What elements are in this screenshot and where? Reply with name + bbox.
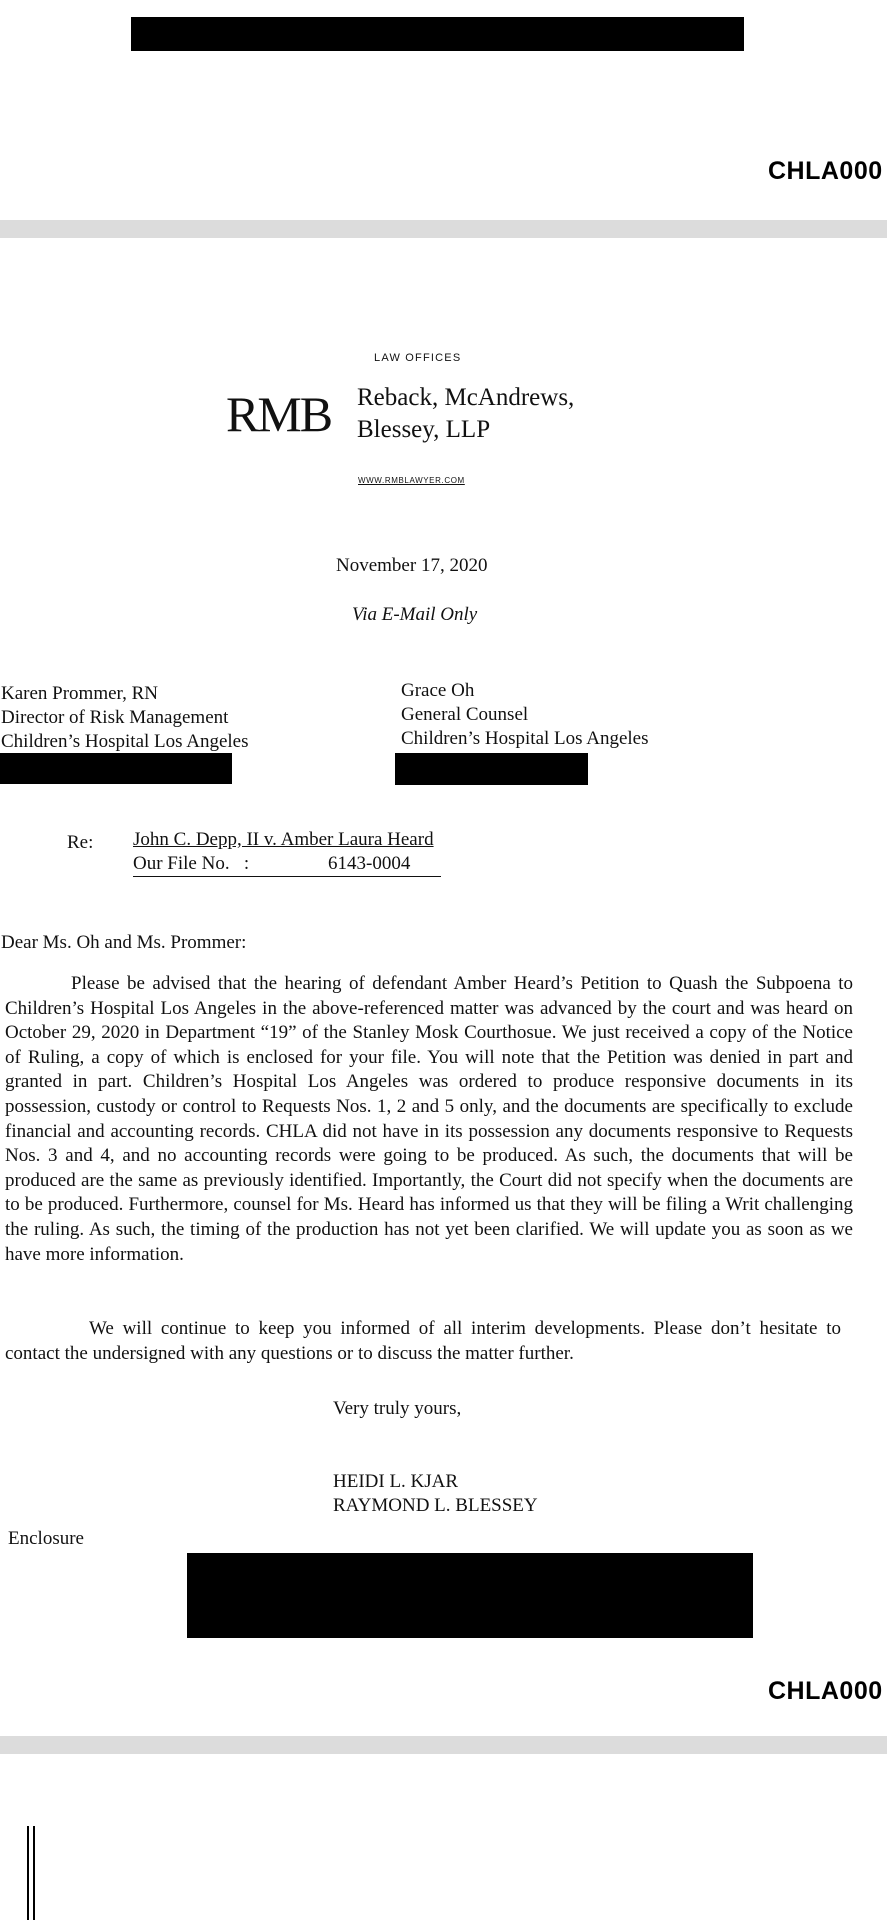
previous-page xyxy=(0,0,887,220)
recipient-2-org: Children’s Hospital Los Angeles xyxy=(401,728,649,749)
recipient-2-title: General Counsel xyxy=(401,704,529,725)
firm-name-line-1: Reback, McAndrews, xyxy=(357,384,575,411)
re-case-caption: John C. Depp, II v. Amber Laura Heard xyxy=(133,829,434,850)
recipient-1-org: Children’s Hospital Los Angeles xyxy=(1,731,249,752)
body-paragraph-1: Please be advised that the hearing of defendant Amber Heard’s Petition to Quash the Subpoena to Children’s Hospital Los Angeles in the above-referenced matter was advanced by the court and was heard on October 29, 2020 in Department “19” of the Stanley Mosk Courthosue. We just received a copy of the Notice of Ruling, a copy of which is enclosed for your file. You will note that the Petition was denied in part and granted in part. Children’s Hospital Los Angeles was ordered to produce responsive documents in its possession, custody or control to Requests Nos. 1, 2 and 5 only, and the documents are specifically to exclude financial and accounting records. CHLA did not have in its possession any documents responsive to Requests Nos. 3 and 4, and no accounting records were going to be produced. As such, the documents that will be produced are the same as previously identified. Importantly, the Court did not specify when the documents are to be produced. Furthermore, counsel for Ms. Heard has informed us that they will be filing a Writ challenging the ruling. As such, the timing of the production has not yet been clarified. We will update you as soon as we have more information. xyxy=(5,973,853,1265)
closing: Very truly yours, xyxy=(333,1398,462,1419)
delivery-method: Via E-Mail Only xyxy=(352,604,478,625)
letter-page xyxy=(0,238,887,1736)
page-separator xyxy=(0,1736,887,1754)
recipient-1-name: Karen Prommer, RN xyxy=(1,683,159,704)
letterhead-label: LAW OFFICES xyxy=(374,352,462,364)
re-underline xyxy=(133,876,441,877)
letter-date: November 17, 2020 xyxy=(336,555,488,576)
redaction-bar xyxy=(395,753,588,785)
signatory-1: HEIDI L. KJAR xyxy=(333,1471,459,1492)
re-label: Re: xyxy=(67,832,94,853)
enclosure-note: Enclosure xyxy=(8,1528,84,1549)
re-file-number: 6143-0004 xyxy=(328,853,411,874)
redaction-bar xyxy=(0,753,232,784)
firm-logo: RMB xyxy=(226,386,332,442)
recipient-2-name: Grace Oh xyxy=(401,680,475,701)
redaction-bar xyxy=(131,17,744,51)
signatory-2: RAYMOND L. BLESSEY xyxy=(333,1495,538,1516)
firm-name-line-2: Blessey, LLP xyxy=(357,416,491,443)
body-paragraph-2: We will continue to keep you informed of all interim developments. Please don’t hesitate to contact the undersigned with any questions or to discuss the matter further. xyxy=(5,1318,841,1364)
salutation: Dear Ms. Oh and Ms. Prommer: xyxy=(1,932,247,953)
redaction-bar xyxy=(187,1553,753,1638)
re-file-label: Our File No. : xyxy=(133,853,250,874)
firm-website: WWW.RMBLAWYER.COM xyxy=(358,476,465,485)
recipient-1-title: Director of Risk Management xyxy=(1,707,229,728)
next-page xyxy=(0,1754,887,1920)
bates-number: CHLA000 xyxy=(768,1677,883,1705)
page-separator xyxy=(0,220,887,238)
page-edge-line xyxy=(33,1826,35,1920)
bates-number: CHLA000 xyxy=(768,157,883,185)
page-edge-line xyxy=(27,1826,29,1920)
